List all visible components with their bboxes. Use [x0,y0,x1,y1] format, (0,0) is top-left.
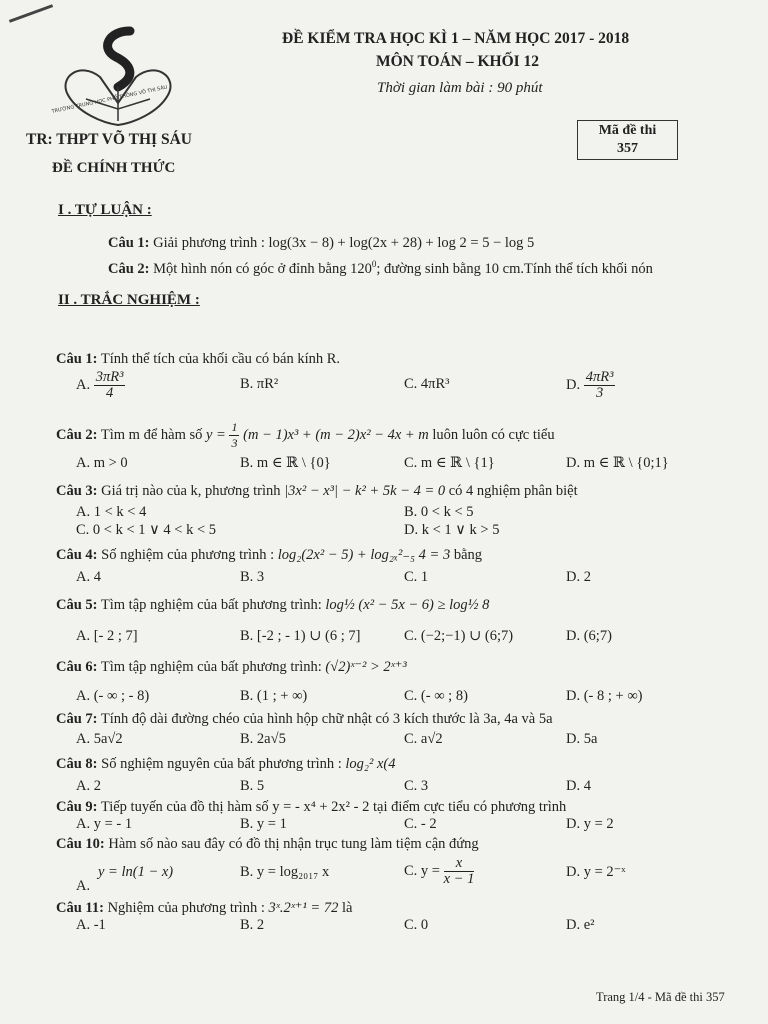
question-math: log₂² x(4 [345,756,396,772]
question-text: Nghiệm của phương trình : [107,900,265,916]
mc-question-9 [56,799,566,816]
question-label: Câu 1: [56,351,98,367]
q8-option-d: D. 4 [566,778,591,794]
question-math: log(3x − 8) + log(2x + 28) + log 2 = 5 − log 5 [268,235,535,251]
q9-option-a: A. y = - 1 [76,816,133,832]
q4-option-c: C. 1 [404,569,429,585]
q11-option-d: D. e² [566,917,595,933]
q11-option-c: C. 0 [404,917,429,933]
page-footer: Trang 1/4 - Mã đề thi 357 [596,990,725,1004]
question-label: Câu 11: [56,900,104,916]
question-math: log½ (x² − 5x − 6) ≥ log½ 8 [325,597,490,613]
mc-question-6 [56,659,407,676]
q2-option-a: A. m > 0 [76,455,128,471]
exam-code-box [577,120,678,160]
exam-code-label: Mã đề thi [598,123,657,138]
q10-option-c [404,856,474,887]
q1-option-c: C. 4πR³ [404,376,450,392]
subject: MÔN TOÁN – KHỐI 12 [376,53,540,70]
question-text-b: là [341,900,353,916]
question-text: Hàm số nào sau đây có đồ thị nhận trục tung làm tiệm cận đứng [108,836,479,852]
q4-option-a: A. 4 [76,569,101,585]
question-text: Số nghiệm nguyên của bất phương trình : [101,756,342,772]
pen-mark [9,4,53,23]
mc-question-5 [56,597,489,614]
fraction [584,370,616,401]
q3-option-d: D. k < 1 ∨ k > 5 [404,522,500,538]
school-logo [38,25,198,130]
question-text: Tìm tập nghiệm của bất phương trình: [100,597,322,613]
question-label: Câu 1: [108,235,150,251]
essay-question-1 [108,235,534,252]
q5-option-a: A. [- 2 ; 7] [76,628,138,644]
question-label: Câu 6: [56,659,98,675]
question-text: Tìm m để hàm số [100,426,203,443]
q1-option-a [76,370,125,401]
q9-option-c: C. - 2 [404,816,437,832]
fraction [229,420,239,451]
q8-option-b: B. 5 [240,778,265,794]
essay-question-2 [108,259,653,278]
q5-option-b: B. [-2 ; - 1) ∪ (6 ; 7] [240,628,361,644]
frac-num: 3πR³ [95,369,124,385]
mc-question-8 [56,756,395,773]
question-text: Một hình nón có góc ở đỉnh bằng 120 [153,260,372,277]
q1-option-d [566,370,615,401]
mc-question-4 [56,547,482,564]
mc-question-7 [56,711,553,728]
question-math: 3ˣ.2ˣ⁺¹ = 72 [268,900,339,916]
fraction [94,370,126,401]
frac-num: x [444,856,475,872]
q8-option-a: A. 2 [76,778,101,794]
question-label: Câu 8: [56,756,98,772]
q2-option-d: D. m ∈ ℝ \ {0;1} [566,455,669,471]
official-label: ĐỀ CHÍNH THỨC [52,160,176,176]
question-text: Tính thể tích của khối cầu có bán kính R. [100,351,341,367]
question-label: Câu 4: [56,547,98,563]
q6-option-a: A. (- ∞ ; - 8) [76,688,150,704]
mc-question-11 [56,900,352,917]
q7-option-a: A. 5a√2 [76,731,123,747]
frac-den: 4 [105,385,114,401]
q10-option-d: D. y = 2⁻ˣ [566,864,626,880]
question-text-b: ; đường sinh bằng 10 cm.Tính thể tích khối nón [376,260,653,277]
frac-num: 1 [231,420,238,434]
frac-den: x − 1 [443,871,475,887]
question-label: Câu 2: [108,260,150,277]
q5-option-d: D. (6;7) [566,628,612,644]
q6-option-c: C. (- ∞ ; 8) [404,688,468,704]
question-text: Tìm tập nghiệm của bất phương trình: [100,659,322,675]
frac-den: 3 [231,436,238,450]
question-math-b: (m − 1)x³ + (m − 2)x² − 4x + m [243,426,429,443]
question-text-b: có 4 nghiệm phân biệt [448,483,578,499]
q9-option-b: B. y = 1 [240,816,287,832]
school-name: TR: THPT VÕ THỊ SÁU [26,131,192,148]
question-label: Câu 5: [56,597,98,613]
question-text: Giải phương trình : [153,235,265,251]
mc-question-1 [56,351,340,368]
question-text: Tiếp tuyến của đồ thị hàm số y = - x⁴ + 2x² - 2 tại điểm cực tiểu có phương trình [100,799,567,815]
q11-option-a: A. -1 [76,917,106,933]
q11-option-b: B. 2 [240,917,265,933]
question-text-b: bằng [453,547,483,563]
logo-text: TRƯỜNG TRUNG HỌC PHỔ THÔNG VÕ THỊ SÁU [51,84,168,115]
frac-num: 4πR³ [585,369,614,385]
fraction [444,856,475,887]
q2-option-c: C. m ∈ ℝ \ {1} [404,455,495,471]
question-math: (√2)ˣ⁻² > 2ˣ⁺³ [325,659,407,675]
option-label: A. [76,376,91,393]
question-math: y = [206,426,226,443]
q5-option-c: C. (−2;−1) ∪ (6;7) [404,628,514,644]
question-text: Số nghiệm của phương trình : [101,547,275,563]
q4-option-d: D. 2 [566,569,591,585]
part1-title: I . TỰ LUẬN : [58,202,152,218]
question-math: log₂(2x² − 5) + log₂ₓ²₋₅ 4 = 3 [277,547,451,563]
q3-option-b: B. 0 < k < 5 [404,504,474,520]
q9-option-d: D. y = 2 [566,816,614,832]
question-label: Câu 7: [56,711,98,727]
q3-option-a: A. 1 < k < 4 [76,504,147,520]
q7-option-c: C. a√2 [404,731,443,747]
option-label: D. [566,376,581,393]
option-label: C. y = [404,862,440,879]
question-text-b: luôn luôn có cực tiểu [432,426,555,443]
question-label: Câu 9: [56,799,98,815]
exam-code-value: 357 [617,141,638,156]
question-label: Câu 2: [56,426,98,443]
exam-title: ĐỀ KIỂM TRA HỌC KÌ 1 – NĂM HỌC 2017 - 2018 [282,30,630,47]
q3-option-c: C. 0 < k < 1 ∨ 4 < k < 5 [76,522,216,538]
mc-question-2 [56,420,555,451]
q7-option-d: D. 5a [566,731,598,747]
question-math: |3x² − x³| − k² + 5k − 4 = 0 [284,483,446,499]
q4-option-b: B. 3 [240,569,265,585]
mc-question-3 [56,483,578,500]
duration: Thời gian làm bài : 90 phút [377,80,543,96]
q10-option-a-math: y = ln(1 − x) [98,864,174,880]
q1-option-b: B. πR² [240,376,279,392]
q10-option-a-label: A. [76,878,91,894]
q7-option-b: B. 2a√5 [240,731,286,747]
q6-option-b: B. (1 ; + ∞) [240,688,308,704]
q6-option-d: D. (- 8 ; + ∞) [566,688,643,704]
q2-option-b: B. m ∈ ℝ \ {0} [240,455,331,471]
question-text: Giá trị nào của k, phương trình [101,483,281,499]
question-text: Tính độ dài đường chéo của hình hộp chữ nhật có 3 kích thước là 3a, 4a và 5a [100,711,553,727]
q8-option-c: C. 3 [404,778,429,794]
question-label: Câu 10: [56,836,105,852]
question-label: Câu 3: [56,483,98,499]
mc-question-10 [56,836,479,853]
q10-option-b: B. y = log₂₀₁₇ x [240,864,330,880]
degree-sup: 0 [371,259,377,269]
frac-den: 3 [595,385,604,401]
part2-title: II . TRẮC NGHIỆM : [58,292,200,308]
